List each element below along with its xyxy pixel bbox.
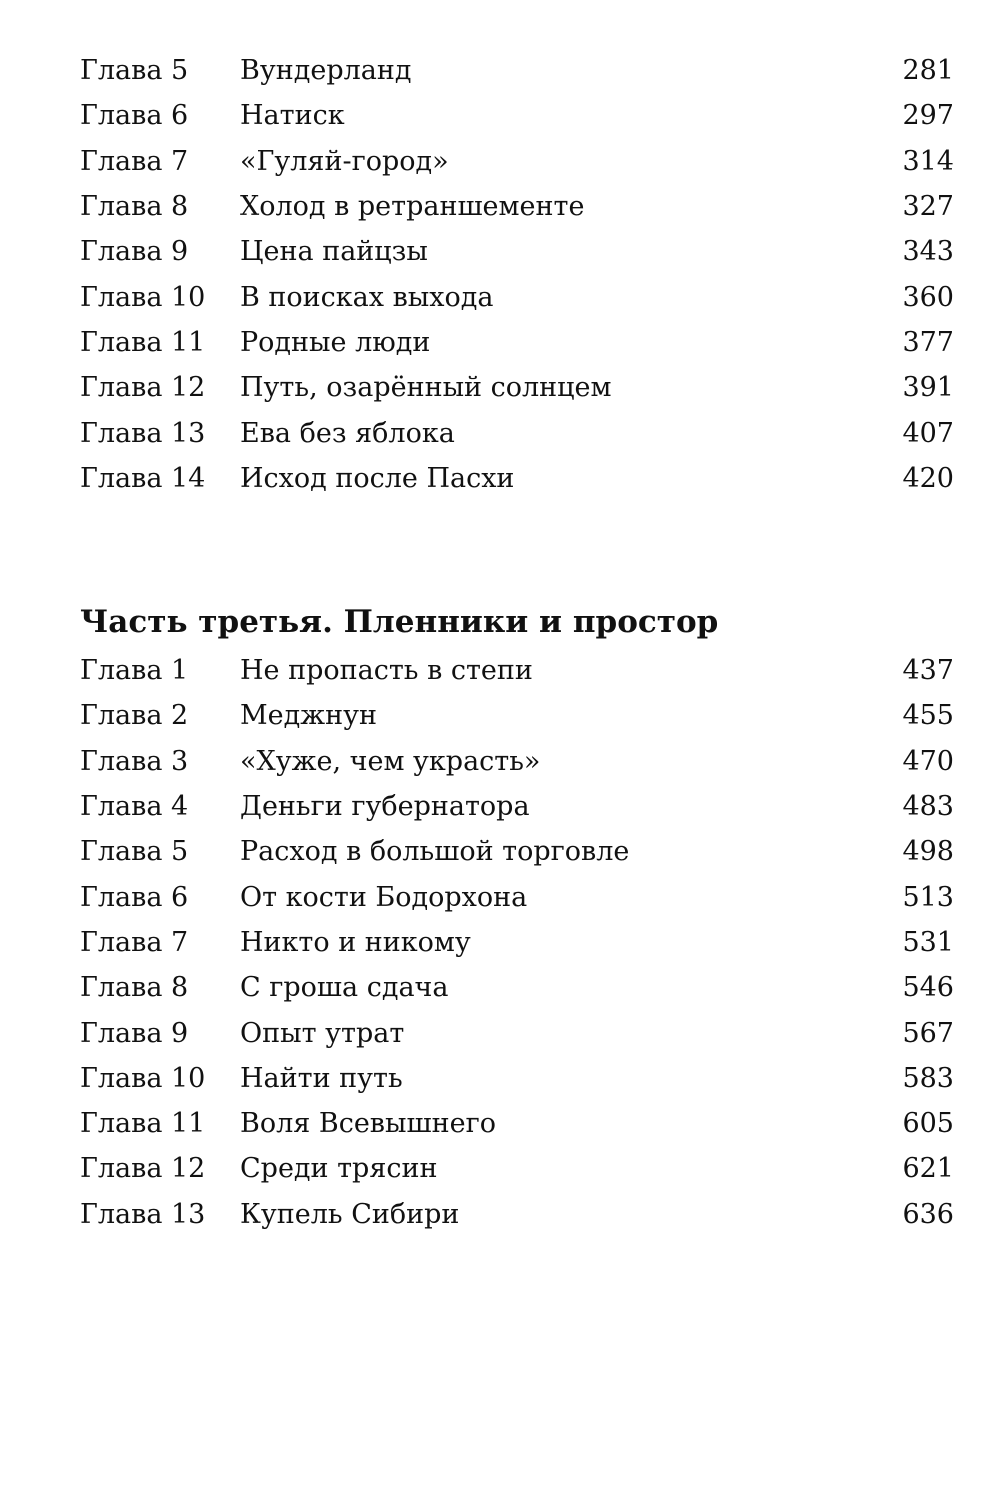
toc-row	[80, 320, 954, 365]
page-number: 437	[902, 655, 954, 687]
toc-row	[80, 229, 954, 274]
page-number: 420	[902, 462, 954, 494]
toc-row	[80, 274, 954, 319]
chapter-label: Глава 5	[80, 836, 189, 868]
page-number: 297	[902, 100, 954, 132]
chapter-label: Глава 12	[80, 1153, 206, 1185]
chapter-label: Глава 12	[80, 372, 206, 404]
page-number: 513	[902, 881, 954, 913]
toc-row	[80, 784, 954, 829]
toc-row	[80, 693, 954, 738]
toc-row	[80, 410, 954, 455]
page-number: 391	[902, 372, 954, 404]
chapter-title: Меджнун	[240, 700, 377, 732]
toc-row	[80, 1101, 954, 1146]
chapter-label: Глава 1	[80, 655, 189, 687]
chapter-title: Деньги губернатора	[240, 791, 530, 823]
chapter-title: Вундерланд	[240, 55, 412, 87]
chapter-label: Глава 5	[80, 55, 189, 87]
chapter-label: Глава 10	[80, 1062, 206, 1094]
page-number: 483	[902, 791, 954, 823]
page-number: 455	[902, 700, 954, 732]
toc-row	[80, 829, 954, 874]
page-number: 621	[902, 1153, 954, 1185]
chapter-label: Глава 6	[80, 881, 189, 913]
chapter-title: От кости Бодорхона	[240, 881, 528, 913]
chapter-title: Найти путь	[240, 1062, 403, 1094]
page-number: 498	[902, 836, 954, 868]
chapter-title: Цена пайцзы	[240, 236, 428, 268]
chapter-title: Ева без яблока	[240, 417, 455, 449]
chapter-label: Глава 4	[80, 791, 189, 823]
chapter-title: Холод в ретраншементе	[240, 191, 585, 223]
page-number: 470	[902, 745, 954, 777]
chapter-title: Родные люди	[240, 326, 431, 358]
chapter-title: С гроша сдача	[240, 972, 449, 1004]
chapter-label: Глава 8	[80, 972, 189, 1004]
toc-row	[80, 739, 954, 784]
toc-row	[80, 1146, 954, 1191]
toc-row	[80, 874, 954, 919]
chapter-label: Глава 6	[80, 100, 189, 132]
chapter-title: Расход в большой торговле	[240, 836, 630, 868]
page-number: 377	[902, 326, 954, 358]
chapter-title: «Хуже, чем украсть»	[240, 745, 541, 777]
toc-row	[80, 93, 954, 138]
chapter-title: Исход после Пасхи	[240, 462, 515, 494]
chapter-title: Путь, озарённый солнцем	[240, 372, 612, 404]
chapter-label: Глава 8	[80, 191, 189, 223]
toc-section-part-three	[80, 596, 954, 1237]
chapter-label: Глава 2	[80, 700, 189, 732]
chapter-label: Глава 11	[80, 1108, 206, 1140]
page-number: 583	[902, 1062, 954, 1094]
page-number: 546	[902, 972, 954, 1004]
chapter-title: Воля Всевышнего	[240, 1108, 496, 1140]
toc-row	[80, 1010, 954, 1055]
chapter-title: Опыт утрат	[240, 1017, 405, 1049]
toc-row	[80, 648, 954, 693]
page-number: 407	[902, 417, 954, 449]
page-number: 360	[902, 281, 954, 313]
chapter-title: «Гуляй-город»	[240, 145, 449, 177]
page-number: 636	[902, 1198, 954, 1230]
chapter-label: Глава 9	[80, 1017, 189, 1049]
chapter-title: Среди трясин	[240, 1153, 438, 1185]
chapter-label: Глава 11	[80, 326, 206, 358]
toc-row	[80, 965, 954, 1010]
chapter-title: Никто и никому	[240, 926, 471, 958]
toc-row	[80, 1192, 954, 1237]
page-number: 314	[902, 145, 954, 177]
chapter-label: Глава 9	[80, 236, 189, 268]
chapter-title: Купель Сибири	[240, 1198, 460, 1230]
chapter-label: Глава 14	[80, 462, 206, 494]
chapter-label: Глава 7	[80, 145, 189, 177]
toc-row	[80, 365, 954, 410]
chapter-label: Глава 13	[80, 1198, 206, 1230]
chapter-label: Глава 10	[80, 281, 206, 313]
page-number: 327	[902, 191, 954, 223]
toc-row	[80, 1056, 954, 1101]
page-number: 343	[902, 236, 954, 268]
chapter-title: Не пропасть в степи	[240, 655, 533, 687]
part-heading: Часть третья. Пленники и простор	[80, 604, 719, 640]
toc-row	[80, 920, 954, 965]
toc-row	[80, 184, 954, 229]
page-number: 531	[902, 926, 954, 958]
page-number: 605	[902, 1108, 954, 1140]
toc-section-part-two-continued	[80, 48, 954, 501]
toc-row	[80, 139, 954, 184]
chapter-label: Глава 13	[80, 417, 206, 449]
chapter-title: В поисках выхода	[240, 281, 494, 313]
chapter-label: Глава 7	[80, 926, 189, 958]
chapter-title: Натиск	[240, 100, 345, 132]
toc-row	[80, 456, 954, 501]
page-number: 567	[902, 1017, 954, 1049]
toc-row	[80, 48, 954, 93]
chapter-label: Глава 3	[80, 745, 189, 777]
page-number: 281	[902, 55, 954, 87]
